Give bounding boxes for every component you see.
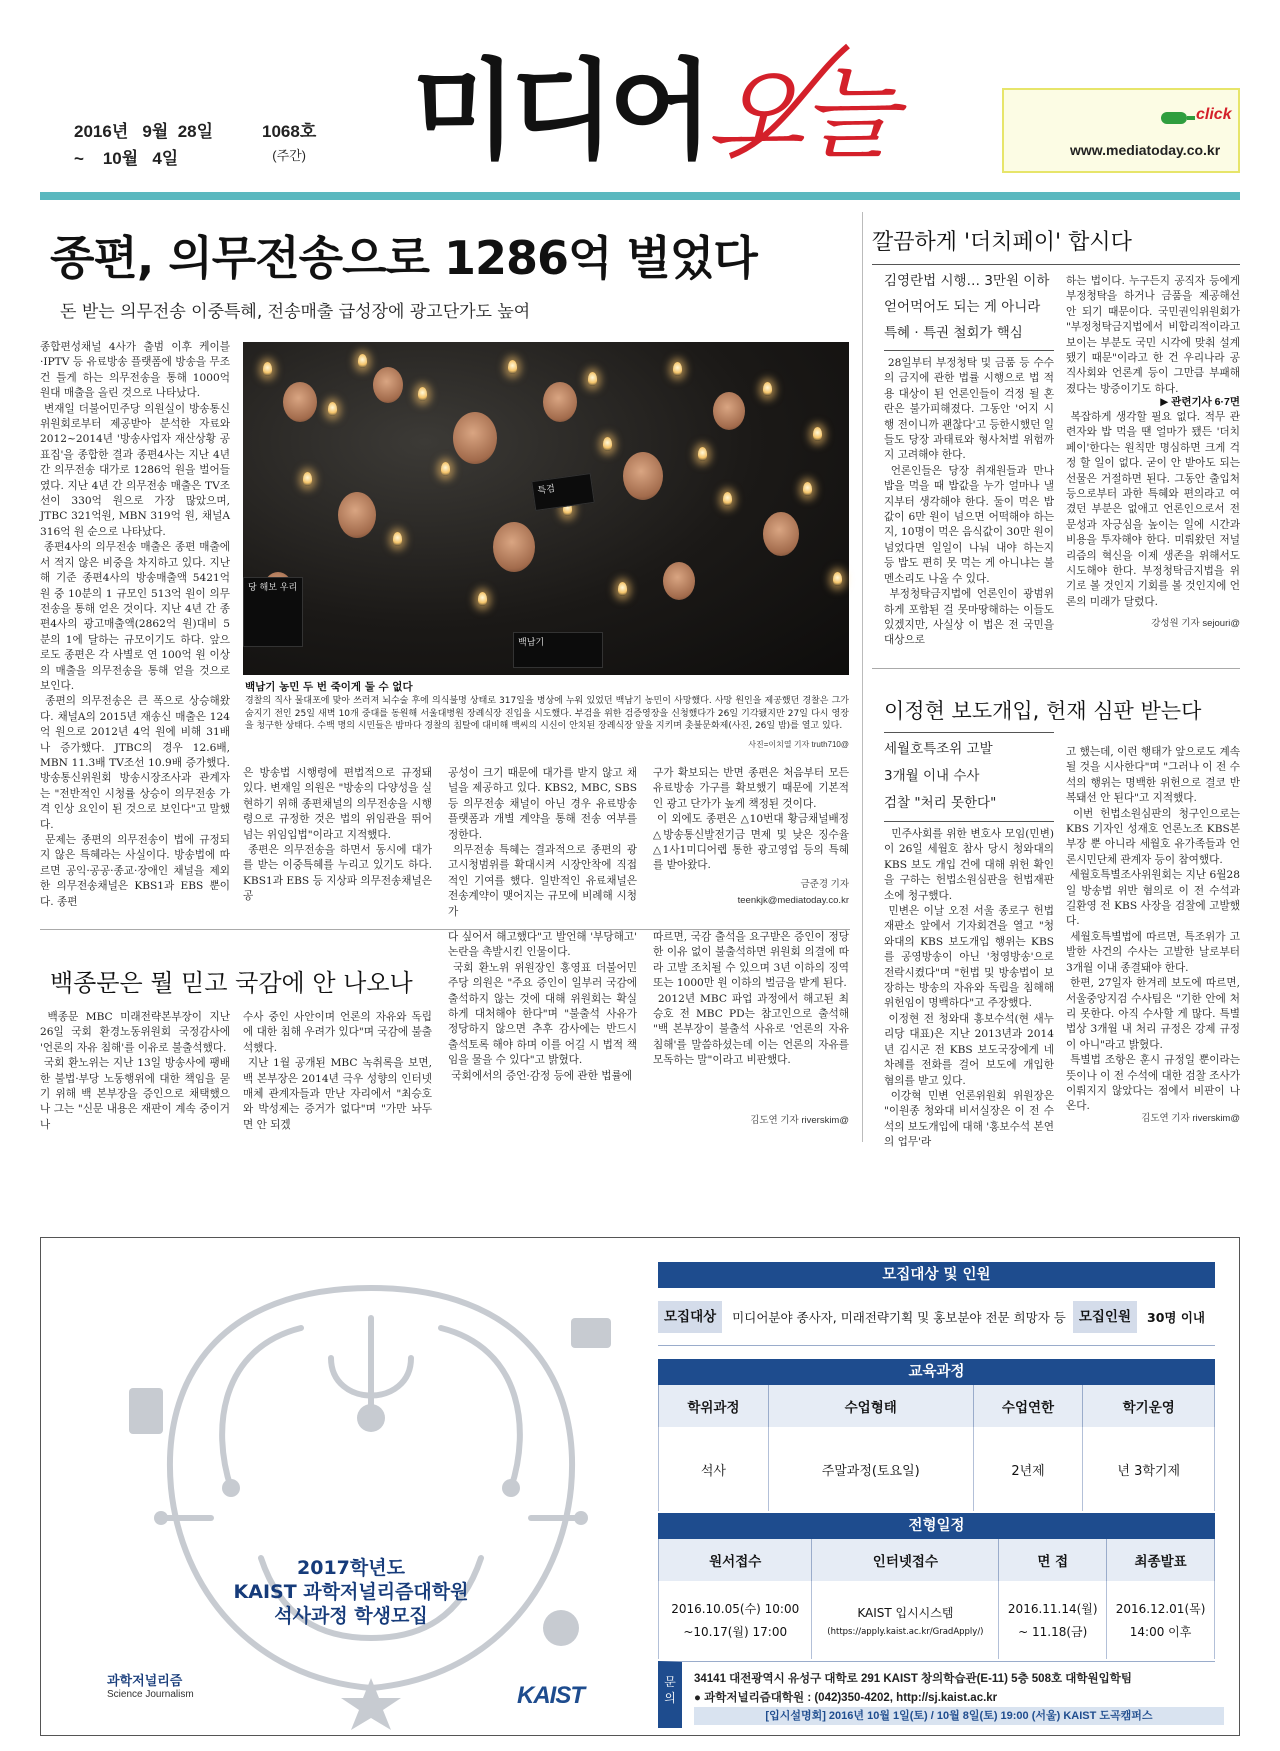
photo-face bbox=[338, 492, 376, 538]
sched-online-url[interactable]: (https://apply.kaist.ac.kr/GradApply/) bbox=[827, 1626, 984, 1637]
dutch-headline-rule bbox=[872, 264, 1240, 265]
dutch-headline: 깔끔하게 '더치페이' 합시다 bbox=[872, 230, 1132, 255]
lead-column-3: 공성이 크기 때문에 대가를 받지 않고 채널을 제공하고 있다. KBS2, MBC, SBS 등 의무전송 채널이 아닌 경우 유료방송 플랫폼과 개별 계약을 통해 전송 여부를 정한다. 의무전송 특혜는 결과적으로 종편의 광고시청범위를 확대시켜 시장안착에 직접적인 기여를 했다. 일반적인 유료채널은 전송계약이 맺어지는 규모에 비례해 시청가 bbox=[448, 767, 637, 918]
brand-ko: 과학저널리즘 bbox=[107, 1673, 183, 1688]
lead-column-4: 구가 확보되는 반면 종편은 처음부터 모든 유료방송 가구를 확보했기 때문에 기본적인 광고 단가가 높게 책정된 것이다. 이 외에도 종편은 △10번대 황금채널배정 △방송통신발전기금 면제 및 낮은 징수율 △1사1미디어렙 통한 광고영업 등의 특혜를 받아왔다. bbox=[653, 767, 849, 872]
masthead-main: 미디어 bbox=[412, 49, 707, 174]
schedule-header: 최종발표 bbox=[1107, 1539, 1215, 1581]
related-articles-link[interactable]: ▶ 관련기사 6·7면 bbox=[1160, 396, 1240, 408]
date-end: ~ 10월 4일 bbox=[74, 149, 179, 168]
count-value: 30명 이내 bbox=[1147, 1309, 1205, 1325]
candle bbox=[803, 482, 812, 496]
photo-face bbox=[543, 382, 577, 422]
kaist-advertisement[interactable] bbox=[40, 1237, 1240, 1736]
candle bbox=[303, 472, 312, 486]
court-headline: 이정현 보도개입, 헌재 심판 받는다 bbox=[884, 699, 1202, 723]
issue-date-range bbox=[74, 117, 213, 169]
sched-application-start: 2016.10.05(수) 10:00 bbox=[671, 1602, 800, 1616]
plug-icon bbox=[1161, 112, 1187, 124]
masthead-swoosh bbox=[720, 38, 860, 168]
target-label: 모집대상 bbox=[658, 1301, 722, 1333]
schedule-section bbox=[658, 1513, 1215, 1659]
sched-result-date: 2016.12.01(목) bbox=[1115, 1602, 1206, 1616]
schedule-header: 면 접 bbox=[999, 1539, 1107, 1581]
target-value: 미디어분야 종사자, 미래전략기획 및 홍보분야 전문 희망자 등 bbox=[732, 1309, 1066, 1325]
dutch-subhead-rule bbox=[884, 350, 1054, 351]
photo-caption-text: 경찰의 직사 물대포에 맞아 쓰러져 뇌수술 후에 의식불명 상태로 317일을 병상에 누워 있었던 백남기 농민이 사망했다. 사망 원인을 제공했던 경찰은 그가 숨지기 전인 25일 새벽 10개 중대를 동원해 서울대병원 장례식장 진입을 시도했다. 부검을 위한 검증영장을 신청했다가 26일 기각됐지만 27일 다시 영장을 청구한 상태다. 수백 명의 시민들은 밤마다 경찰의 침탈에 대비해 백씨의 시신이 안치된 장례식장 앞을 지키며 촛불문화제(사진, 26일 밤)를 열고 있다. bbox=[245, 696, 849, 731]
section-divider bbox=[872, 668, 1240, 669]
masthead-script: 오늘 bbox=[706, 55, 897, 172]
dutch-column-2b: 복잡하게 생각할 필요 없다. 적무 관련자와 밥 먹을 땐 얼마가 됐든 '더치페이'한다는 원칙만 명심하면 크게 걱정 할 일이 없다. 굳이 안 받아도 되는 선물은 거절하면 된다. 그동안 출입처 등으로부터 과한 특혜와 편의라고 여겼던 부분은 없애고 언론인으로서 전문성과 자긍심을 높이는 일에 시간과 비용을 투자해야 한다. 미뤄왔던 저널리즘의 혁신을 이제 생존을 위해서도 시도해야 한다. 부정청탁금지법을 위기로 볼 것인지 기회를 볼 것인지에 언론의 미래가 달렸다. bbox=[1066, 411, 1244, 608]
court-byline: 김도연 기자 riverskim@ bbox=[1141, 1113, 1240, 1124]
sec-schedule-title: 전형일정 bbox=[658, 1513, 1215, 1539]
photo-face bbox=[493, 522, 535, 572]
lead-subhead: 돈 받는 의무전송 이중특혜, 전송매출 급성장에 광고단가도 높여 bbox=[60, 302, 531, 322]
court-subhead-rule-top bbox=[884, 732, 1054, 733]
schedule-header: 인터넷접수 bbox=[812, 1539, 999, 1581]
issue-number: 1068호 bbox=[262, 122, 317, 141]
photo-face bbox=[763, 512, 799, 556]
click-banner[interactable] bbox=[1002, 88, 1240, 173]
schedule-cell-result bbox=[1107, 1581, 1215, 1659]
contact-box bbox=[658, 1661, 1215, 1728]
sched-interview-start: 2016.11.14(월) bbox=[1007, 1602, 1098, 1616]
photo-caption-title: 백남기 농민 두 번 죽이게 둘 수 없다 bbox=[245, 681, 413, 693]
lead-column-2: 은 방송법 시행령에 편법적으로 규정돼 있다. 변재일 의원은 "방송의 다양성을 실현하기 위해 종편채널의 의무전송을 시행령으로 규정한 것은 법의 위임관을 뛰어넘는 위임입법"이라고 지적했다. 종편은 의무전송을 하면서 동시에 대가를 받는 이중특혜를 누리고 있기도 하다. KBS1과 EBS 등 지상파 의무전송채널은 공 bbox=[243, 767, 432, 903]
candle bbox=[588, 372, 597, 386]
candle bbox=[328, 402, 337, 416]
court-subhead: 세월호특조위 고발 3개월 이내 수사 검찰 "처리 못한다" bbox=[884, 741, 997, 811]
dutch-column-1: 28일부터 부정청탁 및 금품 등 수수의 금지에 관한 법률 시행으로 법 적용 대상이 된 언론인들이 걱정 될 혼란은 불가피해졌다. 그동안 '어지 시행 전이니까 괜찮다'고 등한시했던 일들도 당장 과태료와 형사처벌 위험까지 고려해야 한다. 언론인들은 당장 취재원들과 만나 밥을 먹을 때 밥값을 누가 얼마나 낼지부터 생각해야 한다. 둘이 먹은 밥값이 6만 원이 넘으면 어떡해야 하는지, 10명이 먹은 음식값이 30만 원이 넘었다면 일일이 나눠 내야 하는지 등 밥도 편히 못 먹는 게 아니냐는 불멘소리도 나올 수 있다. 부정청탁금지법에 언론인이 광범위하게 포함된 걸 못마땅해하는 이들도 있겠지만, 사실상 이 법은 전 국민을 대상으로 bbox=[884, 357, 1054, 647]
curriculum-cell: 년 3학기제 bbox=[1083, 1427, 1215, 1511]
protest-sign: 당 해보 우리 bbox=[243, 577, 303, 647]
website-link[interactable]: www.mediatoday.co.kr bbox=[1070, 142, 1221, 158]
protest-sign: 특검 bbox=[531, 473, 595, 511]
candle bbox=[478, 592, 487, 606]
ad-title-school: KAIST 과학저널리즘대학원 bbox=[233, 1581, 469, 1603]
date-start: 2016년 9월 28일 bbox=[74, 122, 214, 141]
recruit-target-section bbox=[658, 1262, 1215, 1346]
baek-column-2: 수사 중인 사안이며 언론의 자유와 독립에 대한 침해 우려가 있다"며 국감에 불출석했다. 지난 1월 공개된 MBC 녹취록을 보면, 백 본부장은 2014년 극우 성향의 인터넷 매체 관계자들과 만난 자리에서 "최승호와 박성제는 증거가 없다"며 "가만 놔두면 안 되겠 bbox=[243, 1011, 432, 1131]
court-column-1: 민주사회를 위한 변호사 모임(민변)이 26일 세월호 참사 당시 청와대의 KBS 보도 개입 건에 대해 위헌 확인을 구하는 헌법소원심판을 헌법재판소에 청구했다. 민변은 이날 오전 서울 종로구 헌법재판소 앞에서 기자회견을 열고 "청와대의 KBS 보도개입 행위는 KBS를 공영방송이 아닌 '청영방송'으로 전락시켰다"며 "헌법 및 방송법이 보장하는 방송의 자유와 독립을 침해해 위헌임이 명백하다"고 주장했다. 이정현 전 청와대 홍보수석(현 새누리당 대표)은 지난 2013년과 2014년 김시곤 전 KBS 보도국장에게 네 차례를 전화를 걸어 보도에 개입한 혐의를 받고 있다. 이강혁 민변 언론위원회 위원장은 "이원종 청와대 비서실장은 이 전 수석의 보도개입에 대해 '홍보수석 본연의 업무'라 bbox=[884, 828, 1055, 1149]
baek-column-1: 백종문 MBC 미래전략본부장이 지난 26일 국회 환경노동위원회 국정감사에 '언론의 자유 침해'를 이유로 불출석했다. 국회 환노위는 지난 13일 방송사에 팽배한 불법·부당 노동행위에 대한 책임을 묻기 위해 백 본부장을 증인으로 채택했으나 그는 "신문 내용은 재판이 계속 중이거나 bbox=[40, 1011, 230, 1131]
baek-headline: 백종문은 뭘 믿고 국감에 안 나오나 bbox=[50, 969, 413, 997]
curriculum-header: 학기운영 bbox=[1083, 1385, 1215, 1427]
lead-byline: 금준경 기자 teenkjk@mediatoday.co.kr bbox=[737, 879, 849, 906]
photo-face bbox=[713, 392, 745, 430]
candle bbox=[813, 427, 822, 441]
curriculum-header: 수업형태 bbox=[768, 1385, 973, 1427]
plug-prong-icon bbox=[1187, 116, 1195, 120]
ad-title-year: 2017학년도 bbox=[297, 1557, 405, 1579]
lead-headline: 종편, 의무전송으로 1286억 벌었다 bbox=[50, 231, 757, 285]
curriculum-header: 학위과정 bbox=[659, 1385, 769, 1427]
candle bbox=[358, 354, 367, 368]
candle bbox=[418, 387, 427, 401]
candle-vigil-photo bbox=[243, 342, 849, 675]
candle bbox=[833, 572, 842, 586]
issue-type: (주간) bbox=[272, 148, 307, 163]
info-session-banner: [입시설명회] 2016년 10월 1일(토) / 10월 8일(토) 19:00 (서울) KAIST 도곡캠퍼스 bbox=[694, 1707, 1224, 1725]
curriculum-header: 수업연한 bbox=[973, 1385, 1083, 1427]
curriculum-cell: 2년제 bbox=[973, 1427, 1083, 1511]
candle bbox=[441, 462, 450, 476]
contact-address: 34141 대전광역시 유성구 대학로 291 KAIST 창의학습관(E-11) 5층 508호 대학원입학팀 bbox=[694, 1673, 1132, 1685]
lead-column-1: 종합편성채널 4사가 출범 이후 케이블·IPTV 등 유료방송 플랫폼에 방송을 무조건 틀게 하는 의무전송을 통해 1000억 원대 매출을 올린 것으로 나타났다. 변재일 더불어민주당 의원실이 방송통신위원회로부터 제공받아 분석한 자료와 2012~2014년 '방송사업자 재산상황 공표집'을 종합한 결과 종편4사는 지난 4년간 의무전송 대가로 1286억 원을 벌어들였다. 지난 4년 간 의무전송 매출은 TV조선이 330억 원으로 가장 많았으며, JTBC 321억원, MBN 319억 원, 채널A 316억 원 순으로 나타났다. 종편4사의 의무전송 매출은 종편 매출에서 적지 않은 비중을 차지하고 있다. 지난해 기준 종편4사의 방송매출액 5421억 원 중 10분의 1 규모인 513억 원이 의무전송을 통해 얻은 것이다. 지난 4년 간 종편4사의 광고매출액(2862억 원)대비 5분의 1에 달하는 규모이기도 하다. 앞으로도 종편은 각 사별로 연 100억 원 이상의 매출을 의무전송을 통해 얻을 것으로 보인다. 종편의 의무전송은 큰 폭으로 상승해왔다. 채널A의 2015년 재송신 매출은 124억 원으로 2012년 4억 원에 비해 31배나 증가했다. JTBC의 경우 12.6배, MBN 11.3배 TV조선 10.9배 증가했다. 방송통신위원회 방송시장조사과 관계자는 "전반적인 시청률 상승이 의무전송 가격 인상 요인이 된 것으로 보인다"고 말했다. 문제는 종편의 의무전송이 법에 규정되지 않은 특혜라는 사실이다. 방송법에 따르면 공익·공공·종교·장애인 채널을 제외한 의무전송채널은 KBS1과 EBS 뿐이다. 종편 bbox=[40, 341, 230, 908]
click-label: click bbox=[1196, 106, 1232, 123]
photo-face bbox=[373, 367, 403, 403]
curriculum-table bbox=[658, 1385, 1215, 1511]
schedule-cell-online bbox=[812, 1581, 999, 1659]
issue-number-block bbox=[262, 117, 316, 164]
candle bbox=[263, 362, 272, 376]
sec-curriculum-title: 교육과정 bbox=[658, 1359, 1215, 1385]
candle bbox=[508, 360, 517, 374]
candle bbox=[698, 447, 707, 461]
ad-title bbox=[201, 1556, 501, 1628]
photo-face bbox=[623, 452, 663, 500]
candle bbox=[723, 492, 732, 506]
photo-face bbox=[453, 412, 497, 464]
sched-application-end: ~10.17(월) 17:00 bbox=[683, 1625, 788, 1639]
sched-interview-end: ~ 11.18(금) bbox=[1018, 1625, 1088, 1639]
column-divider bbox=[862, 212, 863, 1142]
dutch-column-2: 하는 법이다. 누구든지 공직자 등에게 부정청탁을 하거나 금품을 제공해선 안 되기 때문이다. 국민권익위원회가 "부정청탁금지법에서 비합리적이라고 보이는 부분도 국민 시각에 맞춰 설계됐기 때문"이라고 한 건 우리나라 공직사회와 언론계 등이 그만큼 부패해졌다는 방증이기도 하다. bbox=[1066, 275, 1244, 395]
dutch-subhead: 김영란법 시행… 3만원 이하 얻어먹어도 되는 게 아니라 특혜 · 특권 철회가 핵심 bbox=[884, 273, 1050, 341]
court-column-2: 고 했는데, 이런 행태가 앞으로도 계속될 것을 시사한다"며 "그러나 이 전 수석의 행위는 명백한 위헌으로 결코 반복돼선 안 된다"고 지적했다. 이번 헌법소원심판의 청구인으로는 KBS 기자인 성재호 언론노조 KBS본부장 뿐 아니라 세월호 유가족들과 언론시민단체 관계자 등이 참여했다. 세월호특별조사위원회는 지난 6월28일 방송법 위반 혐의로 이 전 수석과 길환영 전 KBS 사장을 검찰에 고발했다. 세월호특별법에 따르면, 특조위가 고발한 사건의 수사는 고발한 날로부터 3개월 이내 종결돼야 한다. 한편, 27일자 한겨레 보도에 따르면, 서울중앙지검 수사팀은 "기한 안에 처리 못한다. 아직 수사할 게 많다. 특별법상 3개월 내 처리 규정은 강제 규정이 아니"라고 밝혔다. 특별법 조항은 훈시 규정일 뿐이라는 뜻이나 이 전 수석에 대한 검찰 조사가 이뤄지지 않았다는 점에서 비판이 나온다. bbox=[1066, 746, 1240, 1113]
brand-en: Science Journalism bbox=[107, 1689, 194, 1700]
baek-column-3: 다 싶어서 해고했다"고 발언해 '부당해고' 논란을 촉발시킨 인물이다. 국회 환노위 위원장인 홍영표 더불어민주당 의원은 "주요 증인이 일부러 국감에 출석하지 않는 것에 대해 위원회는 확실하게 대처해야 한다"며 "불출석 사유가 정당하지 않으면 추후 감사에는 반드시 출석토록 해야 하며 이를 어길 시 법적 책임을 물을 수 있다"고 밝혔다. 국회에서의 증언·감정 등에 관한 법률에 bbox=[448, 931, 637, 1082]
curriculum-cell: 석사 bbox=[659, 1427, 769, 1511]
baek-byline: 김도연 기자 riverskim@ bbox=[750, 1115, 849, 1126]
baek-column-4: 따르면, 국감 출석을 요구받은 증인이 정당한 이유 없이 불출석하면 위원회 의결에 따라 고발 조치될 수 있으며 3년 이하의 징역 또는 1000만 원 이하의 벌금을 받게 된다. 2012년 MBC 파업 과정에서 해고된 최승호 전 MBC PD는 참고인으로 출석해 "백 본부장이 불출석 사유로 '언론의 자유 침해'를 말씀하셨는데 이는 언론의 자유를 모독하는 말"이라고 비판했다. bbox=[653, 931, 849, 1067]
schedule-header: 원서접수 bbox=[659, 1539, 812, 1581]
dutch-byline: 강성원 기자 sejouri@ bbox=[1151, 618, 1240, 629]
curriculum-section bbox=[658, 1359, 1215, 1511]
ad-title-program: 석사과정 학생모집 bbox=[274, 1605, 428, 1627]
recruit-row bbox=[658, 1288, 1215, 1346]
count-label: 모집인원 bbox=[1073, 1301, 1137, 1333]
schedule-cell-application bbox=[659, 1581, 812, 1659]
candle bbox=[603, 437, 612, 451]
header-rule bbox=[40, 192, 1240, 200]
schedule-cell-interview bbox=[999, 1581, 1107, 1659]
protest-sign: 백남기 bbox=[513, 632, 603, 668]
sched-online-system: KAIST 입시시스템 bbox=[857, 1605, 954, 1620]
sched-result-time: 14:00 이후 bbox=[1129, 1625, 1192, 1639]
kaist-logo: KAIST bbox=[517, 1682, 584, 1709]
photo-face bbox=[663, 562, 695, 600]
candle bbox=[673, 362, 682, 376]
contact-side-label: 문의 bbox=[664, 1675, 676, 1705]
photo-credit: 사진=이치열 기자 truth710@ bbox=[748, 740, 849, 749]
candle bbox=[393, 532, 402, 546]
court-subhead-rule bbox=[884, 821, 1054, 822]
photo-face bbox=[283, 382, 317, 422]
schedule-table bbox=[658, 1539, 1215, 1659]
brain-circuit-illustration bbox=[101, 1258, 641, 1718]
curriculum-cell: 주말과정(토요일) bbox=[768, 1427, 973, 1511]
sec-recruit-title: 모집대상 및 인원 bbox=[658, 1262, 1215, 1288]
brand-mark bbox=[107, 1670, 194, 1700]
candle bbox=[618, 582, 627, 596]
candle bbox=[763, 382, 772, 396]
contact-phone-web[interactable]: ● 과학저널리즘대학원 : (042)350-4202, http://sj.kaist.ac.kr bbox=[694, 1692, 998, 1704]
